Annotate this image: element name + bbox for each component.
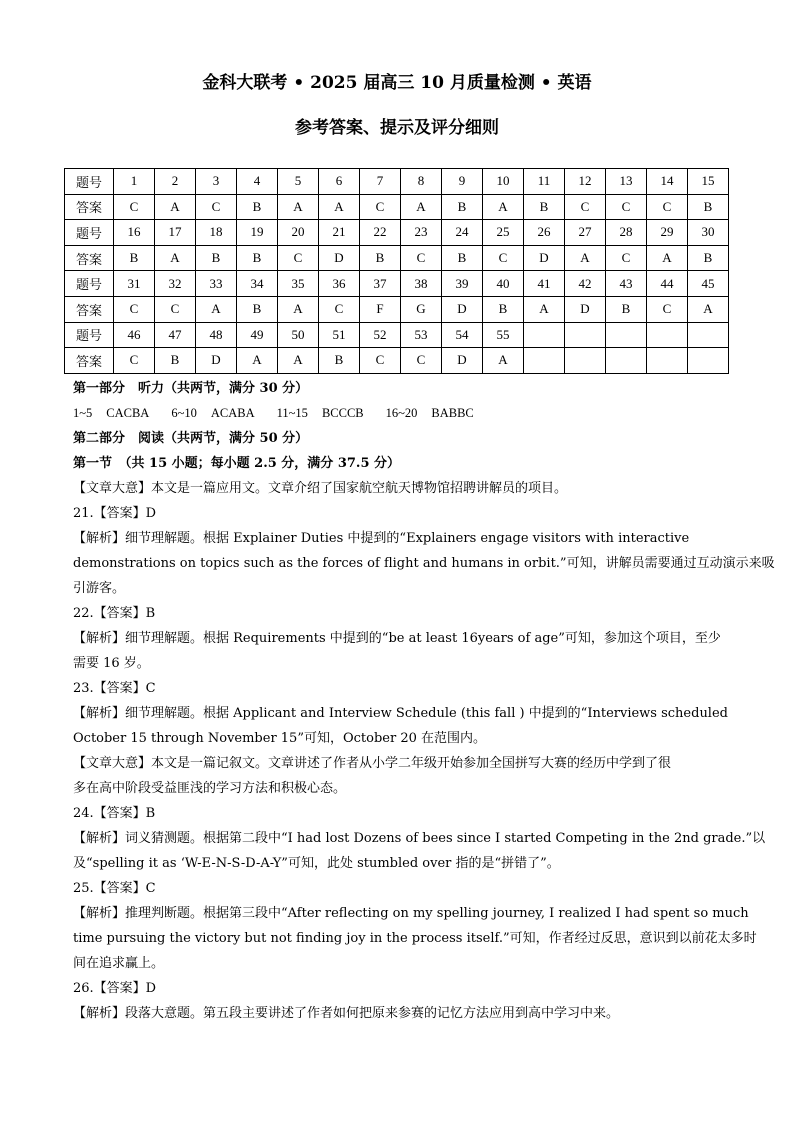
question-number-cell: 41: [524, 271, 565, 297]
passage-b-summary: 【文章大意】本文是一篇记叙文。文章讲述了作者从小学二年级开始参加全国拼写大赛的经历中学到了很: [73, 756, 672, 771]
question-number-cell: 55: [483, 322, 524, 348]
question-number-cell: 33: [196, 271, 237, 297]
question-number-cell: 30: [688, 220, 729, 246]
question-number-cell: 2: [155, 169, 196, 195]
answer-label: 答案: [65, 348, 114, 374]
question-number-row: [65, 322, 729, 348]
answer-cell: B: [237, 245, 278, 271]
question-number-cell: 54: [442, 322, 483, 348]
part1-heading: 第一部分 听力（共两节，满分 30 分）: [73, 381, 309, 396]
question-number-cell: [606, 322, 647, 348]
q25-analysis: time pursuing the victory but not finding joy in the process itself.”可知，作者经过反思，意识到以前花太多时: [73, 931, 757, 946]
question-number-cell: 31: [114, 271, 155, 297]
answer-cell: D: [565, 296, 606, 322]
question-number-cell: 29: [647, 220, 688, 246]
score-answers: ACABA: [210, 406, 255, 420]
question-number-label: 题号: [65, 271, 114, 297]
answer-cell: A: [524, 296, 565, 322]
question-number-cell: 26: [524, 220, 565, 246]
answer-cell: B: [688, 245, 729, 271]
question-number-cell: 8: [401, 169, 442, 195]
question-number-cell: 5: [278, 169, 319, 195]
answer-cell: A: [483, 194, 524, 220]
answer-cell: F: [360, 296, 401, 322]
question-number-row: [65, 220, 729, 246]
question-number-label: 题号: [65, 322, 114, 348]
answer-cell: D: [442, 296, 483, 322]
answer-cell: C: [647, 194, 688, 220]
question-number-cell: 40: [483, 271, 524, 297]
answer-cell: [688, 348, 729, 374]
answer-cell: C: [401, 348, 442, 374]
q24-answer: 24.【答案】B: [73, 806, 156, 821]
question-number-cell: [647, 322, 688, 348]
question-number-cell: 42: [565, 271, 606, 297]
answer-cell: C: [401, 245, 442, 271]
q21-analysis: 引游客。: [73, 581, 126, 596]
question-number-cell: 19: [237, 220, 278, 246]
question-number-cell: 23: [401, 220, 442, 246]
score-answers: CACBA: [106, 406, 150, 420]
question-number-cell: 3: [196, 169, 237, 195]
answer-cell: A: [155, 194, 196, 220]
answer-row: [65, 296, 729, 322]
question-number-cell: [565, 322, 606, 348]
answer-cell: B: [196, 245, 237, 271]
answer-cell: C: [114, 348, 155, 374]
question-number-cell: 51: [319, 322, 360, 348]
answer-cell: C: [114, 194, 155, 220]
question-number-cell: 20: [278, 220, 319, 246]
question-number-cell: 15: [688, 169, 729, 195]
score-range: 11~15: [276, 406, 308, 420]
answer-cell: [647, 348, 688, 374]
answer-cell: A: [319, 194, 360, 220]
question-number-cell: 18: [196, 220, 237, 246]
answer-cell: B: [606, 296, 647, 322]
passage-a-summary: 【文章大意】本文是一篇应用文。文章介绍了国家航空航天博物馆招聘讲解员的项目。: [73, 481, 568, 496]
answer-cell: A: [155, 245, 196, 271]
question-number-cell: 44: [647, 271, 688, 297]
q23-analysis: 【解析】细节理解题。根据 Applicant and Interview Schedule (this fall ) 中提到的“Interviews scheduled: [73, 706, 728, 721]
answer-cell: C: [565, 194, 606, 220]
answer-cell: B: [237, 194, 278, 220]
question-number-cell: 6: [319, 169, 360, 195]
question-number-cell: 25: [483, 220, 524, 246]
question-number-cell: 36: [319, 271, 360, 297]
q25-analysis: 间在追求赢上。: [73, 956, 165, 971]
answer-cell: C: [360, 194, 401, 220]
question-number-cell: 17: [155, 220, 196, 246]
answer-cell: C: [360, 348, 401, 374]
q24-analysis: 【解析】词义猜测题。根据第二段中“I had lost Dozens of bees since I started Competing in the 2nd grade.”以: [73, 831, 766, 846]
q21-analysis: 【解析】细节理解题。根据 Explainer Duties 中提到的“Explainers engage visitors with interactive: [73, 531, 690, 546]
page-subtitle: 参考答案、提示及评分细则: [295, 118, 499, 138]
answer-cell: D: [442, 348, 483, 374]
answer-label: 答案: [65, 296, 114, 322]
answer-cell: A: [688, 296, 729, 322]
q23-answer: 23.【答案】C: [73, 681, 156, 696]
question-number-cell: 46: [114, 322, 155, 348]
answer-cell: B: [442, 245, 483, 271]
question-number-cell: 35: [278, 271, 319, 297]
question-number-label: 题号: [65, 220, 114, 246]
q22-analysis: 【解析】细节理解题。根据 Requirements 中提到的“be at least 16years of age”可知，参加这个项目，至少: [73, 631, 721, 646]
answer-cell: B: [319, 348, 360, 374]
page-title: 金科大联考 • 2025 届高三 10 月质量检测 • 英语: [202, 73, 592, 93]
section1-heading: 第一节 （共 15 小题；每小题 2.5 分，满分 37.5 分）: [73, 456, 401, 471]
answer-cell: C: [278, 245, 319, 271]
question-number-cell: 11: [524, 169, 565, 195]
question-number-cell: 24: [442, 220, 483, 246]
answer-cell: C: [196, 194, 237, 220]
question-number-label: 题号: [65, 169, 114, 195]
answer-cell: C: [155, 296, 196, 322]
question-number-cell: [688, 322, 729, 348]
answer-cell: [606, 348, 647, 374]
answer-cell: C: [606, 245, 647, 271]
question-number-cell: 22: [360, 220, 401, 246]
question-number-cell: 21: [319, 220, 360, 246]
answer-label: 答案: [65, 194, 114, 220]
answer-cell: A: [647, 245, 688, 271]
question-number-cell: 34: [237, 271, 278, 297]
q23-analysis: October 15 through November 15”可知，October 20 在范围内。: [73, 731, 487, 746]
question-number-row: [65, 271, 729, 297]
answer-cell: B: [442, 194, 483, 220]
answer-cell: B: [114, 245, 155, 271]
q25-analysis: 【解析】推理判断题。根据第三段中“After reflecting on my spelling journey, I realized I had spent so much: [73, 906, 749, 921]
answer-cell: B: [360, 245, 401, 271]
answer-cell: A: [565, 245, 606, 271]
q22-analysis: 需要 16 岁。: [73, 656, 150, 671]
question-number-cell: 13: [606, 169, 647, 195]
answer-cell: A: [237, 348, 278, 374]
question-number-cell: 37: [360, 271, 401, 297]
q25-answer: 25.【答案】C: [73, 881, 156, 896]
score-range: 1~5: [73, 406, 93, 420]
question-number-cell: 53: [401, 322, 442, 348]
q26-analysis: 【解析】段落大意题。第五段主要讲述了作者如何把原来参赛的记忆方法应用到高中学习中来。: [73, 1006, 620, 1021]
answer-cell: A: [483, 348, 524, 374]
q26-answer: 26.【答案】D: [73, 981, 157, 996]
score-range: 6~10: [171, 406, 197, 420]
question-number-cell: 14: [647, 169, 688, 195]
answer-cell: C: [114, 296, 155, 322]
answer-cell: D: [524, 245, 565, 271]
answer-cell: C: [483, 245, 524, 271]
answer-cell: A: [278, 194, 319, 220]
answer-cell: B: [155, 348, 196, 374]
question-number-cell: 32: [155, 271, 196, 297]
score-range: 16~20: [385, 406, 418, 420]
answer-cell: C: [647, 296, 688, 322]
question-number-cell: 1: [114, 169, 155, 195]
answer-cell: A: [278, 348, 319, 374]
answer-row: [65, 194, 729, 220]
question-number-cell: 38: [401, 271, 442, 297]
passage-b-summary: 多在高中阶段受益匪浅的学习方法和积极心态。: [73, 781, 347, 796]
question-number-cell: 43: [606, 271, 647, 297]
answer-row: [65, 348, 729, 374]
answer-cell: A: [196, 296, 237, 322]
q21-analysis: demonstrations on topics such as the forces of flight and humans in orbit.”可知，讲解员需要通过互动演示来吸: [73, 556, 775, 571]
question-number-cell: 7: [360, 169, 401, 195]
answer-cell: B: [524, 194, 565, 220]
question-number-cell: 12: [565, 169, 606, 195]
question-number-cell: 27: [565, 220, 606, 246]
answer-label: 答案: [65, 245, 114, 271]
question-number-cell: 9: [442, 169, 483, 195]
question-number-cell: [524, 322, 565, 348]
answer-cell: D: [196, 348, 237, 374]
question-number-row: [65, 169, 729, 195]
question-number-cell: 48: [196, 322, 237, 348]
score-answers: BCCCB: [321, 406, 364, 420]
answer-cell: D: [319, 245, 360, 271]
answer-cell: [565, 348, 606, 374]
question-number-cell: 28: [606, 220, 647, 246]
question-number-cell: 16: [114, 220, 155, 246]
answer-cell: G: [401, 296, 442, 322]
answer-cell: A: [278, 296, 319, 322]
part2-heading: 第二部分 阅读（共两节，满分 50 分）: [73, 431, 309, 446]
answer-cell: B: [237, 296, 278, 322]
question-number-cell: 45: [688, 271, 729, 297]
answer-cell: C: [606, 194, 647, 220]
answer-cell: B: [483, 296, 524, 322]
question-number-cell: 52: [360, 322, 401, 348]
answer-cell: C: [319, 296, 360, 322]
question-number-cell: 50: [278, 322, 319, 348]
question-number-cell: 10: [483, 169, 524, 195]
score-answers: BABBC: [431, 406, 474, 420]
question-number-cell: 47: [155, 322, 196, 348]
answer-cell: [524, 348, 565, 374]
explanations: [73, 376, 775, 1026]
q21-answer: 21.【答案】D: [73, 506, 157, 521]
answer-cell: A: [401, 194, 442, 220]
q22-answer: 22.【答案】B: [73, 606, 156, 621]
question-number-cell: 49: [237, 322, 278, 348]
q24-analysis: 及“spelling it as ‘W-E-N-S-D-A-Y”可知，此处 stumbled over 指的是“拼错了”。: [73, 856, 560, 871]
answer-row: [65, 245, 729, 271]
part1-scores: [73, 401, 725, 426]
question-number-cell: 4: [237, 169, 278, 195]
question-number-cell: 39: [442, 271, 483, 297]
answer-table: [64, 168, 729, 374]
answer-cell: B: [688, 194, 729, 220]
